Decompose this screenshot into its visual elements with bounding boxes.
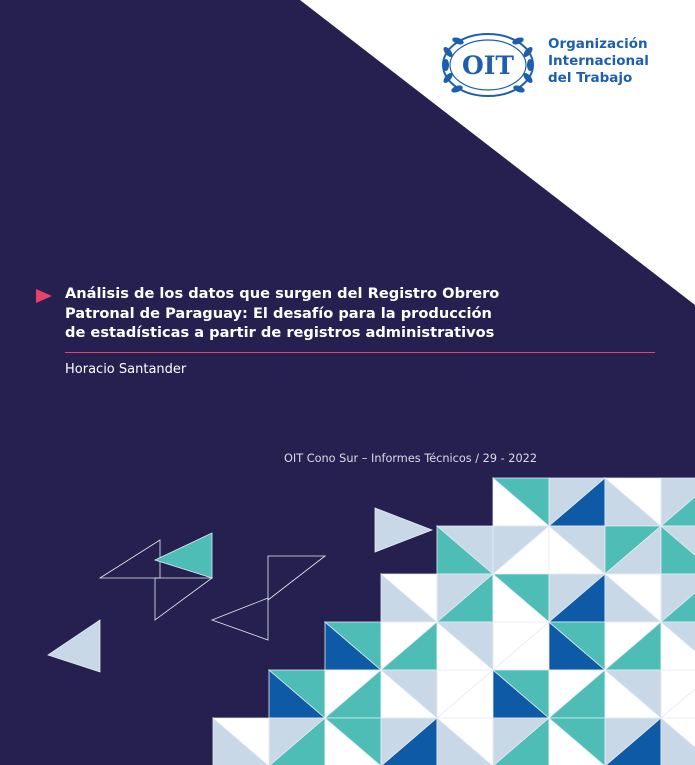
organization-name-line: Organización xyxy=(548,36,648,52)
title-divider xyxy=(65,352,655,353)
report-title-line: de estadísticas a partir de registros administrativos xyxy=(65,324,495,341)
report-title-line: Análisis de los datos que surgen del Registro Obrero xyxy=(65,285,500,302)
report-title-line: Patronal de Paraguay: El desafío para la producción xyxy=(65,304,492,322)
organization-name-line: del Trabajo xyxy=(548,70,633,86)
series-info: OIT Cono Sur – Informes Técnicos / 29 - 2022 xyxy=(284,452,538,465)
oit-logo xyxy=(438,30,538,100)
organization-name xyxy=(548,36,649,87)
organization-name-line: Internacional xyxy=(548,53,649,69)
report-title xyxy=(65,284,665,343)
logo-text: OIT xyxy=(461,51,515,80)
title-arrow-marker xyxy=(36,289,52,303)
author-name: Horacio Santander xyxy=(65,362,187,377)
